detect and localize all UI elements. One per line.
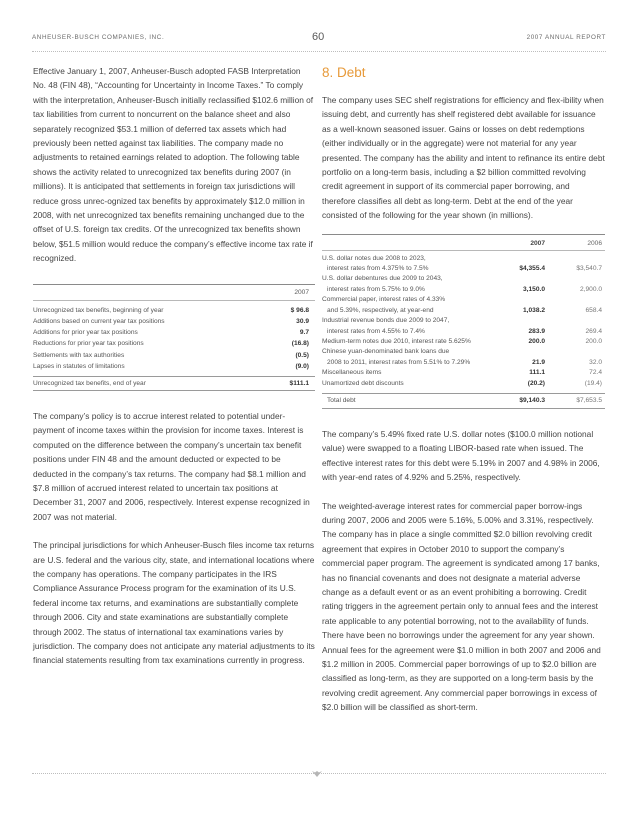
debt-row-2007-value: 1,038.2: [523, 306, 545, 314]
tax-row-value: (0.5): [295, 351, 309, 359]
tax-row-value: 30.9: [296, 317, 309, 325]
debt-row-2006-value: 2,900.0: [580, 285, 602, 293]
debt-row-label: Industrial revenue bonds due 2009 to 2047,: [322, 317, 450, 325]
debt-row-2007-value: 3,150.0: [523, 285, 545, 293]
debt-total-2007: $9,140.3: [519, 396, 545, 404]
tax-row-label: Additions based on current year tax positions: [33, 317, 165, 325]
page-header: [32, 31, 606, 48]
tax-row-label: Unrecognized tax benefits, beginning of year: [33, 306, 164, 314]
commercial-paper-paragraph: The weighted-average interest rates for commercial paper borrow-ings during 2007, 2006 and 2005 were 5.16%, 5.00% and 3.31%, respectively. The company has in place a single committed $2.0 billion revolving credit agreement that expires in October 2010 to support the company’s commercial paper program. The agreement is syndicated among 17 banks, has no financial covenants and does not designate a material adverse change as a default event or as an event prohibiting a borrowing. Credit rating triggers in the agreement pertain only to annual fees and the interest rate applicable to any potential borrowing, not to the availability of funds. There have been no borrowings under the agreement for any year shown. Annual fees for the agreement were $1.0 million in both 2007 and 2006 and $1.2 million in 2005. Commercial paper borrowings of up to $2.0 billion are classified as long-term, as they are supported on a long-term basis by the revolving credit agreement. Any commercial paper borrowings in excess of $2.0 billion will be classified as short-term.: [322, 500, 601, 713]
eagle-mark-icon: [311, 770, 323, 778]
debt-row-2007-value: 21.9: [532, 358, 545, 366]
debt-row-2007-value: 200.0: [528, 337, 545, 345]
debt-table-row: [322, 379, 605, 389]
header-divider: [32, 51, 606, 52]
debt-row-label: interest rates from 4.375% to 7.5%: [327, 265, 429, 273]
tax-table-total-row: [33, 376, 315, 391]
debt-row-2007-value: $4,355.4: [519, 265, 545, 273]
report-title: 2007 ANNUAL REPORT: [526, 34, 606, 41]
debt-row-label: Chinese yuan-denominated bank loans due: [322, 348, 450, 356]
debt-row-label: Medium-term notes due 2010, interest rate 5.625%: [322, 337, 471, 345]
debt-table-row: [322, 347, 605, 357]
tax-table-row: [33, 338, 315, 349]
fin48-paragraph: Effective January 1, 2007, Anheuser-Busch adopted FASB Interpretation No. 48 (FIN 48), “Accounting for Uncertainty in Income Taxes.” To comply with the interpretation, Anheuser-Busch initially reclassified $102.6 million of tax liabilities from current to noncurrent on the balance sheet and also separately recognized $53.1 million of deferred tax assets which had previously been netted against tax liabilities. The company made no adjustments to retained earnings related to adoption. The following table shows the activity related to unrecognized tax benefits during 2007 (in millions). It is anticipated that settlements in foreign tax jurisdictions will reduce gross unrec-ognized tax benefits by approximately $12.0 million in 2008, with net unrecognized tax benefits remaining unchanged due to the offset of U.S. foreign tax credits. Of the unrecognized tax benefits shown below, $51.5 million would reduce the company’s effective income tax rate if recognized.: [33, 66, 314, 264]
unrecognized-tax-benefits-table: [33, 284, 315, 391]
tax-table-row: [33, 350, 315, 361]
debt-table-total-row: [322, 393, 605, 409]
debt-row-2006-value: 72.4: [589, 369, 602, 377]
jurisdictions-paragraph: The principal jurisdictions for which Anheuser-Busch files income tax returns are U.S. federal and the various city, state, and international locations where the company has operations. The company participates in the IRS Compliance Assurance Process program for the examination of its U.S. federal income tax returns, and examinations are substantially complete through 2006. City and state examinations are substantially complete through 2002. The status of international tax examinations varies by jurisdiction. The company does not anticipate any material adjustments to its financial statements resulting from tax examinations currently in progress.: [33, 540, 315, 666]
tax-table-row: [33, 327, 315, 338]
company-name: ANHEUSER-BUSCH COMPANIES, INC.: [32, 34, 165, 41]
debt-section-heading: 8. Debt: [322, 65, 366, 80]
debt-table-row: [322, 337, 605, 347]
debt-row-2007-value: 111.1: [529, 369, 545, 377]
debt-table-header: [322, 235, 605, 251]
debt-intro-paragraph: The company uses SEC shelf registrations for efficiency and flex-ibility when issuing debt, and currently has shelf registered debt available for issuance as a well-known seasoned issuer. Gains or losses on debt redemptions (either individually or in the aggregate) were not material for any year presented. The company has the ability and intent to refinance its entire debt portfolio on a long-term basis, including a $2 billion committed revolving credit agreement in support of its commercial paper borrowing, and therefore classifies all debt as long-term. Debt at the end of the year consisted of the following for the year shown (in millions).: [322, 95, 605, 221]
debt-row-2006-value: $3,540.7: [576, 265, 602, 273]
swap-paragraph: The company’s 5.49% fixed rate U.S. dollar notes ($100.0 million notional value) were swapped to a floating LIBOR-based rate when issued. The effective interest rates for this debt were 5.19% in 2007 and 4.98% in 2006, with year-end rates of 4.92% and 5.25%, respectively.: [322, 428, 600, 483]
debt-table-row: [322, 285, 605, 295]
debt-table-row: [322, 368, 605, 378]
debt-row-label: 2008 to 2011, interest rates from 5.51% to 7.29%: [327, 358, 471, 366]
tax-table-row: [33, 316, 315, 327]
debt-row-2006-value: 32.0: [589, 358, 602, 366]
debt-row-label: interest rates from 4.55% to 7.4%: [327, 327, 425, 335]
debt-row-label: U.S. dollar debentures due 2009 to 2043,: [322, 275, 443, 283]
tax-row-value: (16.8): [291, 340, 309, 348]
debt-row-label: Miscellaneous items: [322, 369, 382, 377]
tax-total-value: $111.1: [289, 379, 309, 387]
debt-table-row: [322, 295, 605, 305]
debt-table-row: [322, 327, 605, 337]
debt-table-row: [322, 306, 605, 316]
tax-row-label: Additions for prior year tax positions: [33, 329, 138, 337]
debt-col-2007-header: 2007: [530, 239, 545, 247]
tax-table-row: [33, 361, 315, 372]
tax-row-label: Settlements with tax authorities: [33, 351, 125, 359]
debt-row-2007-value: (20.2): [527, 379, 545, 387]
tax-table-header: [33, 285, 315, 301]
tax-table-year-header: 2007: [294, 288, 309, 296]
debt-table-body: [322, 254, 605, 389]
tax-table-row: [33, 305, 315, 316]
tax-row-value: (9.0): [295, 362, 309, 370]
interest-policy-paragraph: The company’s policy is to accrue interest related to potential under-payment of income taxes within the provision for income taxes. Interest is computed on the difference between the company’s uncertain tax benefit positions under FIN 48 and the amount deducted or expected to be deducted in the company’s tax returns. The company had $8.1 million and $7.8 million of accrued interest related to uncertain tax positions at December 31, 2007 and 2006, respectively. Interest expense recognized in 2007 was not material.: [33, 410, 310, 522]
debt-row-2007-value: 283.9: [528, 327, 545, 335]
tax-total-label: Unrecognized tax benefits, end of year: [33, 379, 146, 387]
tax-row-value: $ 96.8: [290, 306, 309, 314]
left-column: [33, 64, 315, 668]
debt-row-2006-value: 269.4: [585, 327, 602, 335]
tax-row-label: Lapses in statutes of limitations: [33, 362, 125, 370]
debt-table-row: [322, 274, 605, 284]
page-number: 60: [312, 31, 325, 43]
debt-row-2006-value: (19.4): [584, 379, 602, 387]
debt-row-2006-value: 658.4: [585, 306, 602, 314]
tax-row-value: 9.7: [299, 329, 309, 337]
debt-table-row: [322, 264, 605, 274]
debt-total-2006: $7,653.5: [576, 396, 602, 404]
debt-table: [322, 234, 605, 409]
debt-row-label: Unamortized debt discounts: [322, 379, 404, 387]
debt-row-label: Commercial paper, interest rates of 4.33%: [322, 296, 446, 304]
debt-col-2006-header: 2006: [587, 239, 602, 247]
debt-total-label: Total debt: [327, 396, 356, 404]
debt-row-label: U.S. dollar notes due 2008 to 2023,: [322, 254, 426, 262]
debt-table-row: [322, 254, 605, 264]
debt-row-2006-value: 200.0: [585, 337, 602, 345]
right-column: [322, 64, 605, 715]
tax-row-label: Reductions for prior year tax positions: [33, 340, 144, 348]
debt-table-row: [322, 358, 605, 368]
debt-table-row: [322, 316, 605, 326]
debt-row-label: and 5.39%, respectively, at year-end: [327, 306, 434, 314]
debt-row-label: interest rates from 5.75% to 9.0%: [327, 285, 425, 293]
tax-table-body: [33, 305, 315, 372]
